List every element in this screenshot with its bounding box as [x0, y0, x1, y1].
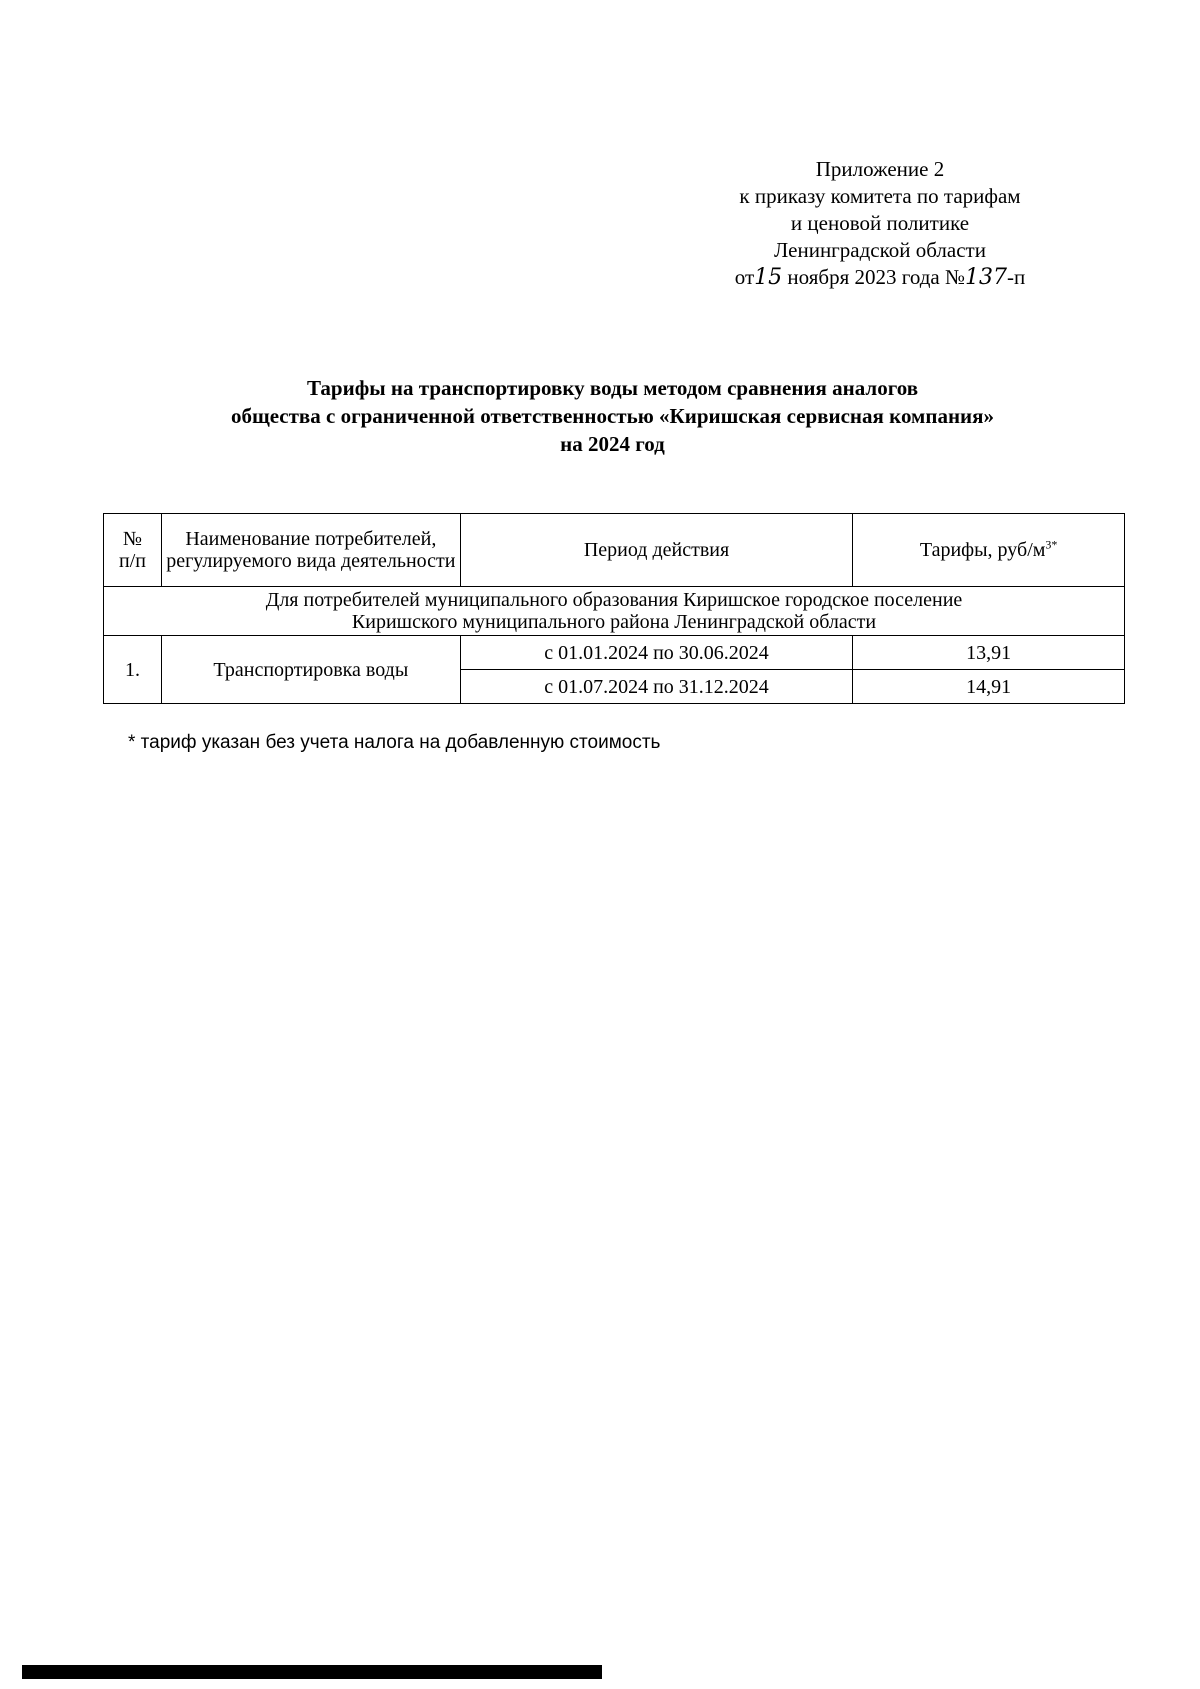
- appendix-header: [700, 156, 1060, 291]
- scan-edge-bar: [22, 1665, 602, 1679]
- row-tariff: 13,91: [853, 636, 1125, 670]
- handwritten-day: 15: [754, 265, 783, 290]
- appendix-date-line: [700, 264, 1060, 291]
- row-tariff: 14,91: [853, 670, 1125, 704]
- row-period: с 01.07.2024 по 31.12.2024: [460, 670, 853, 704]
- table-row: [104, 636, 1125, 670]
- order-suffix: -п: [1007, 265, 1026, 289]
- tariff-table: [103, 513, 1125, 704]
- date-month-year: ноября 2023 года №: [787, 265, 966, 289]
- appendix-line-3: и ценовой политике: [790, 211, 970, 235]
- appendix-line-1: Приложение 2: [815, 157, 945, 181]
- date-prefix: от: [734, 265, 755, 289]
- appendix-line-2: к приказу комитета по тарифам: [739, 184, 1021, 208]
- row-num: 1.: [104, 636, 162, 704]
- footnote: * тариф указан без учета налога на добавленную стоимость: [128, 732, 661, 753]
- header-num: № п/п: [104, 514, 162, 587]
- header-period: Период действия: [460, 514, 853, 587]
- header-name: Наименование потребителей, регулируемого вида деятельности: [161, 514, 460, 587]
- title-line-2: общества с ограниченной ответственностью «Киришская сервисная компания»: [230, 404, 995, 428]
- group-cell: [104, 587, 1125, 636]
- title-line-3: на 2024 год: [560, 432, 665, 456]
- title-line-1: Тарифы на транспортировку воды методом сравнения аналогов: [306, 376, 919, 400]
- group-row: [104, 587, 1125, 636]
- row-period: с 01.01.2024 по 30.06.2024: [460, 636, 853, 670]
- group-line-1: Для потребителей муниципального образования Киришское городское поселение: [265, 589, 963, 611]
- header-tariff: Тарифы, руб/$м^{3*}$: [853, 514, 1125, 587]
- tariff-unit-superscript: 3*: [1045, 537, 1058, 552]
- document-title: [100, 374, 1125, 458]
- appendix-line-4: Ленинградской области: [774, 238, 986, 262]
- table-header-row: [104, 514, 1125, 587]
- handwritten-order-number: 137: [965, 265, 1008, 290]
- group-line-2: Киришского муниципального района Ленинградской области: [351, 611, 877, 633]
- row-name: Транспортировка воды: [161, 636, 460, 704]
